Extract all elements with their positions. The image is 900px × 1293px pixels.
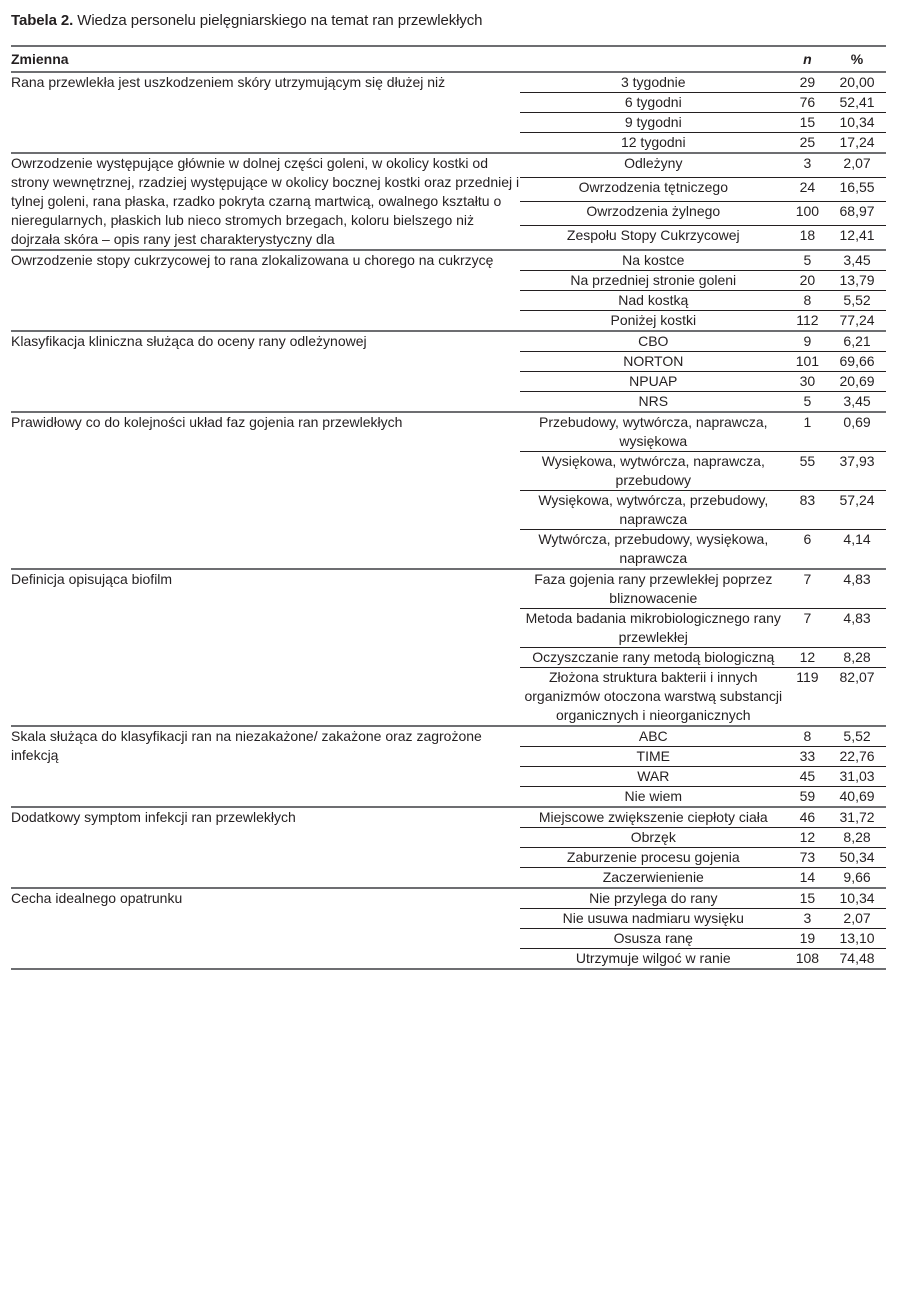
- percent-cell: 8,28: [828, 648, 886, 668]
- variable-cell: Cecha idealnego opatrunku: [11, 888, 520, 969]
- option-cell: Owrzodzenia żylnego: [520, 201, 787, 225]
- option-cell: Obrzęk: [520, 828, 787, 848]
- percent-cell: 4,14: [828, 530, 886, 570]
- table-row: [11, 72, 886, 93]
- option-cell: Zespołu Stopy Cukrzycowej: [520, 225, 787, 250]
- percent-cell: 20,69: [828, 372, 886, 392]
- percent-cell: 82,07: [828, 668, 886, 727]
- table-row: [11, 888, 886, 909]
- percent-cell: 74,48: [828, 949, 886, 970]
- table-row: [11, 250, 886, 271]
- variable-cell: Dodatkowy symptom infekcji ran przewlekłych: [11, 807, 520, 888]
- n-cell: 6: [787, 530, 828, 570]
- variable-cell: Definicja opisująca biofilm: [11, 569, 520, 726]
- n-cell: 7: [787, 609, 828, 648]
- table-row: [11, 412, 886, 452]
- option-cell: Wysiękowa, wytwórcza, przebudowy, naprawcza: [520, 491, 787, 530]
- table-row: [11, 153, 886, 178]
- percent-cell: 20,00: [828, 72, 886, 93]
- table-row: [11, 569, 886, 609]
- percent-cell: 31,72: [828, 807, 886, 828]
- n-cell: 25: [787, 133, 828, 154]
- n-cell: 1: [787, 412, 828, 452]
- percent-cell: 69,66: [828, 352, 886, 372]
- table-header-row: [11, 46, 886, 72]
- option-cell: Na przedniej stronie goleni: [520, 271, 787, 291]
- caption-text: Wiedza personelu pielęgniarskiego na temat ran przewlekłych: [73, 12, 483, 29]
- n-cell: 19: [787, 929, 828, 949]
- n-cell: 24: [787, 178, 828, 202]
- n-cell: 73: [787, 848, 828, 868]
- option-cell: 12 tygodni: [520, 133, 787, 154]
- option-cell: 3 tygodnie: [520, 72, 787, 93]
- n-cell: 101: [787, 352, 828, 372]
- option-cell: Nie usuwa nadmiaru wysięku: [520, 909, 787, 929]
- option-cell: Faza gojenia rany przewlekłej poprzez bliznowacenie: [520, 569, 787, 609]
- percent-cell: 40,69: [828, 787, 886, 808]
- n-cell: 76: [787, 93, 828, 113]
- option-cell: Odleżyny: [520, 153, 787, 178]
- n-cell: 33: [787, 747, 828, 767]
- n-cell: 83: [787, 491, 828, 530]
- option-cell: Wysiękowa, wytwórcza, naprawcza, przebudowy: [520, 452, 787, 491]
- option-cell: NPUAP: [520, 372, 787, 392]
- table-row: [11, 726, 886, 747]
- option-cell: Osusza ranę: [520, 929, 787, 949]
- n-cell: 29: [787, 72, 828, 93]
- percent-cell: 17,24: [828, 133, 886, 154]
- n-cell: 100: [787, 201, 828, 225]
- n-cell: 3: [787, 909, 828, 929]
- n-cell: 15: [787, 888, 828, 909]
- n-cell: 59: [787, 787, 828, 808]
- option-cell: Na kostce: [520, 250, 787, 271]
- option-cell: Zaczerwienienie: [520, 868, 787, 889]
- variable-cell: Owrzodzenie występujące głównie w dolnej części goleni, w okolicy kostki od strony wewnętrznej, rzadziej występujące w okolicy bocznej kostki oraz przedniej i tylnej goleni, rana płaska, rzadko pokryta czarną martwicą, owalnego kształtu o nieregularnych, płaskich lub nieco stromych brzegach, koloru bielszego niż dojrzała skóra – opis rany jest charakterystyczny dla: [11, 153, 520, 250]
- option-cell: CBO: [520, 331, 787, 352]
- option-cell: Oczyszczanie rany metodą biologiczną: [520, 648, 787, 668]
- header-variable: Zmienna: [11, 46, 787, 72]
- option-cell: Metoda badania mikrobiologicznego rany przewlekłej: [520, 609, 787, 648]
- percent-cell: 12,41: [828, 225, 886, 250]
- header-percent: %: [828, 46, 886, 72]
- option-cell: TIME: [520, 747, 787, 767]
- percent-cell: 37,93: [828, 452, 886, 491]
- caption-label: Tabela 2.: [11, 12, 74, 29]
- n-cell: 30: [787, 372, 828, 392]
- n-cell: 46: [787, 807, 828, 828]
- n-cell: 112: [787, 311, 828, 332]
- option-cell: ABC: [520, 726, 787, 747]
- percent-cell: 4,83: [828, 569, 886, 609]
- n-cell: 7: [787, 569, 828, 609]
- n-cell: 119: [787, 668, 828, 727]
- option-cell: WAR: [520, 767, 787, 787]
- percent-cell: 5,52: [828, 726, 886, 747]
- n-cell: 45: [787, 767, 828, 787]
- option-cell: Nie przylega do rany: [520, 888, 787, 909]
- option-cell: Nie wiem: [520, 787, 787, 808]
- percent-cell: 13,10: [828, 929, 886, 949]
- option-cell: Wytwórcza, przebudowy, wysiękowa, naprawcza: [520, 530, 787, 570]
- percent-cell: 9,66: [828, 868, 886, 889]
- n-cell: 5: [787, 250, 828, 271]
- header-n: n: [787, 46, 828, 72]
- percent-cell: 8,28: [828, 828, 886, 848]
- percent-cell: 5,52: [828, 291, 886, 311]
- option-cell: NORTON: [520, 352, 787, 372]
- n-cell: 108: [787, 949, 828, 970]
- option-cell: Owrzodzenia tętniczego: [520, 178, 787, 202]
- option-cell: 9 tygodni: [520, 113, 787, 133]
- percent-cell: 31,03: [828, 767, 886, 787]
- percent-cell: 10,34: [828, 888, 886, 909]
- percent-cell: 22,76: [828, 747, 886, 767]
- n-cell: 8: [787, 726, 828, 747]
- percent-cell: 13,79: [828, 271, 886, 291]
- n-cell: 20: [787, 271, 828, 291]
- table-row: [11, 331, 886, 352]
- percent-cell: 57,24: [828, 491, 886, 530]
- percent-cell: 3,45: [828, 392, 886, 413]
- percent-cell: 3,45: [828, 250, 886, 271]
- n-cell: 3: [787, 153, 828, 178]
- n-cell: 12: [787, 828, 828, 848]
- option-cell: Przebudowy, wytwórcza, naprawcza, wysiękowa: [520, 412, 787, 452]
- option-cell: Miejscowe zwiększenie ciepłoty ciała: [520, 807, 787, 828]
- option-cell: Utrzymuje wilgoć w ranie: [520, 949, 787, 970]
- percent-cell: 68,97: [828, 201, 886, 225]
- variable-cell: Skala służąca do klasyfikacji ran na niezakażone/ zakażone oraz zagrożone infekcją: [11, 726, 520, 807]
- percent-cell: 52,41: [828, 93, 886, 113]
- option-cell: Zaburzenie procesu gojenia: [520, 848, 787, 868]
- percent-cell: 4,83: [828, 609, 886, 648]
- table-row: [11, 807, 886, 828]
- percent-cell: 2,07: [828, 909, 886, 929]
- n-cell: 8: [787, 291, 828, 311]
- variable-cell: Prawidłowy co do kolejności układ faz gojenia ran przewlekłych: [11, 412, 520, 569]
- percent-cell: 10,34: [828, 113, 886, 133]
- variable-cell: Klasyfikacja kliniczna służąca do oceny rany odleżynowej: [11, 331, 520, 412]
- percent-cell: 77,24: [828, 311, 886, 332]
- percent-cell: 2,07: [828, 153, 886, 178]
- percent-cell: 6,21: [828, 331, 886, 352]
- n-cell: 14: [787, 868, 828, 889]
- option-cell: Złożona struktura bakterii i innych organizmów otoczona warstwą substancji organicznych i nieorganicznych: [520, 668, 787, 727]
- n-cell: 15: [787, 113, 828, 133]
- knowledge-table: [11, 45, 886, 970]
- n-cell: 12: [787, 648, 828, 668]
- percent-cell: 16,55: [828, 178, 886, 202]
- n-cell: 55: [787, 452, 828, 491]
- percent-cell: 0,69: [828, 412, 886, 452]
- option-cell: NRS: [520, 392, 787, 413]
- n-cell: 5: [787, 392, 828, 413]
- variable-cell: Owrzodzenie stopy cukrzycowej to rana zlokalizowana u chorego na cukrzycę: [11, 250, 520, 331]
- option-cell: Nad kostką: [520, 291, 787, 311]
- table-body: [11, 72, 886, 969]
- n-cell: 18: [787, 225, 828, 250]
- option-cell: Poniżej kostki: [520, 311, 787, 332]
- variable-cell: Rana przewlekła jest uszkodzeniem skóry utrzymującym się dłużej niż: [11, 72, 520, 153]
- percent-cell: 50,34: [828, 848, 886, 868]
- table-caption: [11, 11, 482, 31]
- option-cell: 6 tygodni: [520, 93, 787, 113]
- n-cell: 9: [787, 331, 828, 352]
